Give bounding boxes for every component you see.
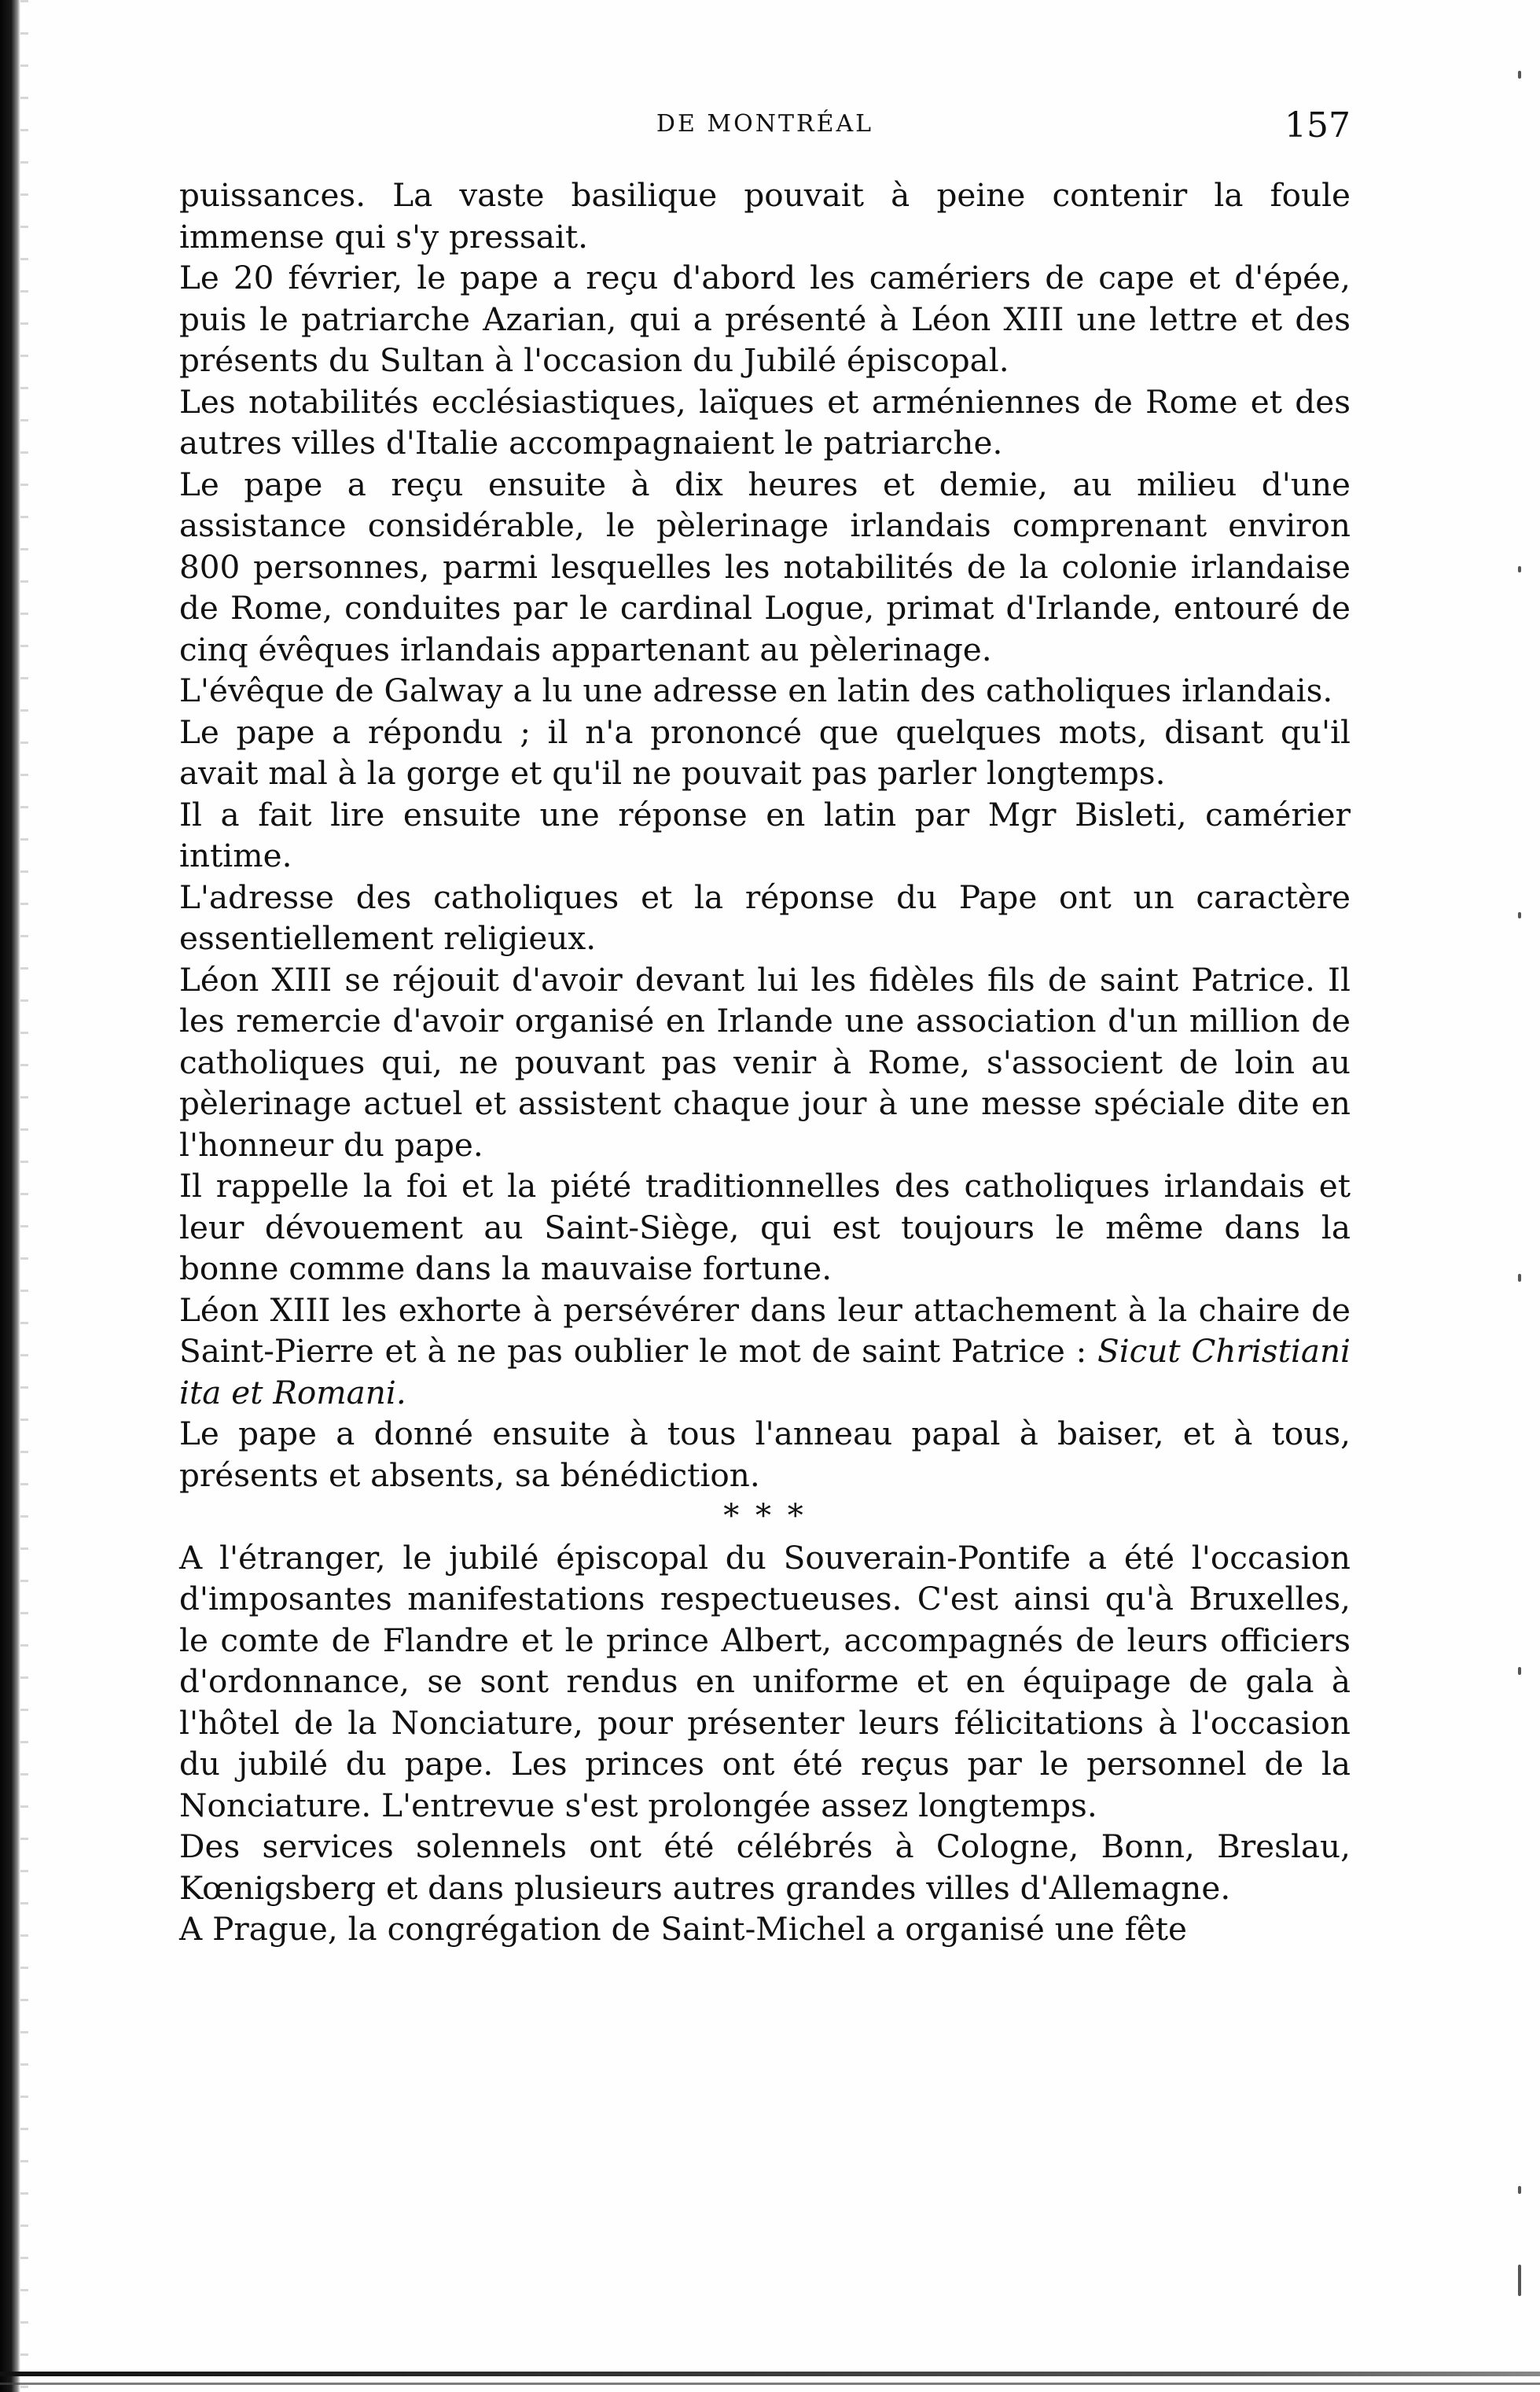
- scan-bottom-line: [0, 2383, 1540, 2385]
- paragraph: L'évêque de Galway a lu une adresse en latin des catholiques irlandais.: [179, 672, 1333, 709]
- paragraph: Le pape a répondu ; il n'a prononcé que quelques mots, disant qu'il avait mal à la gorge et qu'il ne pouvait pas parler longtemps.: [179, 712, 1351, 792]
- scan-mark: [1518, 566, 1521, 572]
- scan-mark: [1518, 1274, 1521, 1282]
- paragraph: Le pape a reçu ensuite à dix heures et demie, au milieu d'une assistance considérable, le pèlerinage irlandais comprenant environ 800 personnes, parmi lesquelles les notabilités de la colonie irlandaise de Rome, conduites par le cardinal Logue, primat d'Irlande, entouré de cinq évêques irlandais appartenant au pèlerinage.: [179, 465, 1351, 668]
- body-text: [179, 175, 1351, 1950]
- scan-mark: [1518, 71, 1521, 79]
- scan-mark: [1518, 1667, 1521, 1675]
- paragraph: Léon XIII se réjouit d'avoir devant lui les fidèles fils de saint Patrice. Il les remercie d'avoir organisé en Irlande une association d'un million de catholiques qui, ne pouvant pas venir à Rome, s'associent de loin au pèlerinage actuel et assistent chaque jour à une messe spéciale dite en l'honneur du pape.: [179, 960, 1351, 1164]
- paragraph: Des services solennels ont été célébrés à Cologne, Bonn, Breslau, Kœnigsberg et dans plusieurs autres grandes villes d'Allemagne.: [179, 1827, 1351, 1907]
- latin-quote: Sicut Christiani ita et Romani.: [179, 1332, 1351, 1411]
- paragraph: A Prague, la congrégation de Saint-Michel a organisé une fête: [179, 1910, 1187, 1948]
- paragraph: Les notabilités ecclésiastiques, laïques et arméniennes de Rome et des autres villes d'Italie accompagnaient le patriarche.: [179, 382, 1351, 462]
- paragraph: Il rappelle la foi et la piété traditionnelles des catholiques irlandais et leur dévouement au Saint-Siège, qui est toujours le même dans la bonne comme dans la mauvaise fortune.: [179, 1167, 1351, 1287]
- scan-mark: [1518, 2186, 1521, 2194]
- scan-right-marks: [1518, 0, 1526, 2392]
- page-header: [179, 105, 1351, 157]
- paragraph: Le pape a donné ensuite à tous l'anneau papal à baiser, et à tous, présents et absents, sa bénédiction.: [179, 1415, 1351, 1494]
- paragraph: [179, 1290, 1351, 1414]
- paragraph: A l'étranger, le jubilé épiscopal du Souverain-Pontife a été l'occasion d'imposantes manifestations respectueuses. C'est ainsi qu'à Bruxelles, le comte de Flandre et le prince Albert, accompagnés de leurs officiers d'ordonnance, se sont rendus en uniforme et en équipage de gala à l'hôtel de la Nonciature, pour présenter leurs félicitations à l'occasion du jubilé du pape. Les princes ont été reçus par le personnel de la Nonciature. L'entrevue s'est prolongée assez longtemps.: [179, 1538, 1351, 1824]
- scan-left-edge: [0, 0, 20, 2392]
- paragraph: Le 20 février, le pape a reçu d'abord les camériers de cape et d'épée, puis le patriarche Azarian, qui a présenté à Léon XIII une lettre et des présents du Sultan à l'occasion du Jubilé épiscopal.: [179, 259, 1351, 379]
- page-number: 157: [1285, 105, 1351, 145]
- paragraph-text: Léon XIII les exhorte à persévérer dans leur attachement à la chaire de Saint-Pierre et à ne pas oublier le mot de saint Patrice :: [179, 1290, 1351, 1370]
- paragraph: puissances. La vaste basilique pouvait à peine contenir la foule immense qui s'y pressait.: [179, 176, 1351, 256]
- scan-left-speckle: [20, 0, 28, 2392]
- paragraph: Il a fait lire ensuite une réponse en latin par Mgr Bisleti, camérier intime.: [179, 795, 1351, 874]
- section-asterism: * * *: [723, 1498, 807, 1534]
- running-title: DE MONTRÉAL: [656, 110, 874, 138]
- scan-mark: [1518, 2265, 1521, 2296]
- scan-bottom-edge: [0, 2372, 1540, 2376]
- scan-mark: [1518, 912, 1521, 918]
- paragraph: L'adresse des catholiques et la réponse du Pape ont un caractère essentiellement religieux.: [179, 878, 1351, 957]
